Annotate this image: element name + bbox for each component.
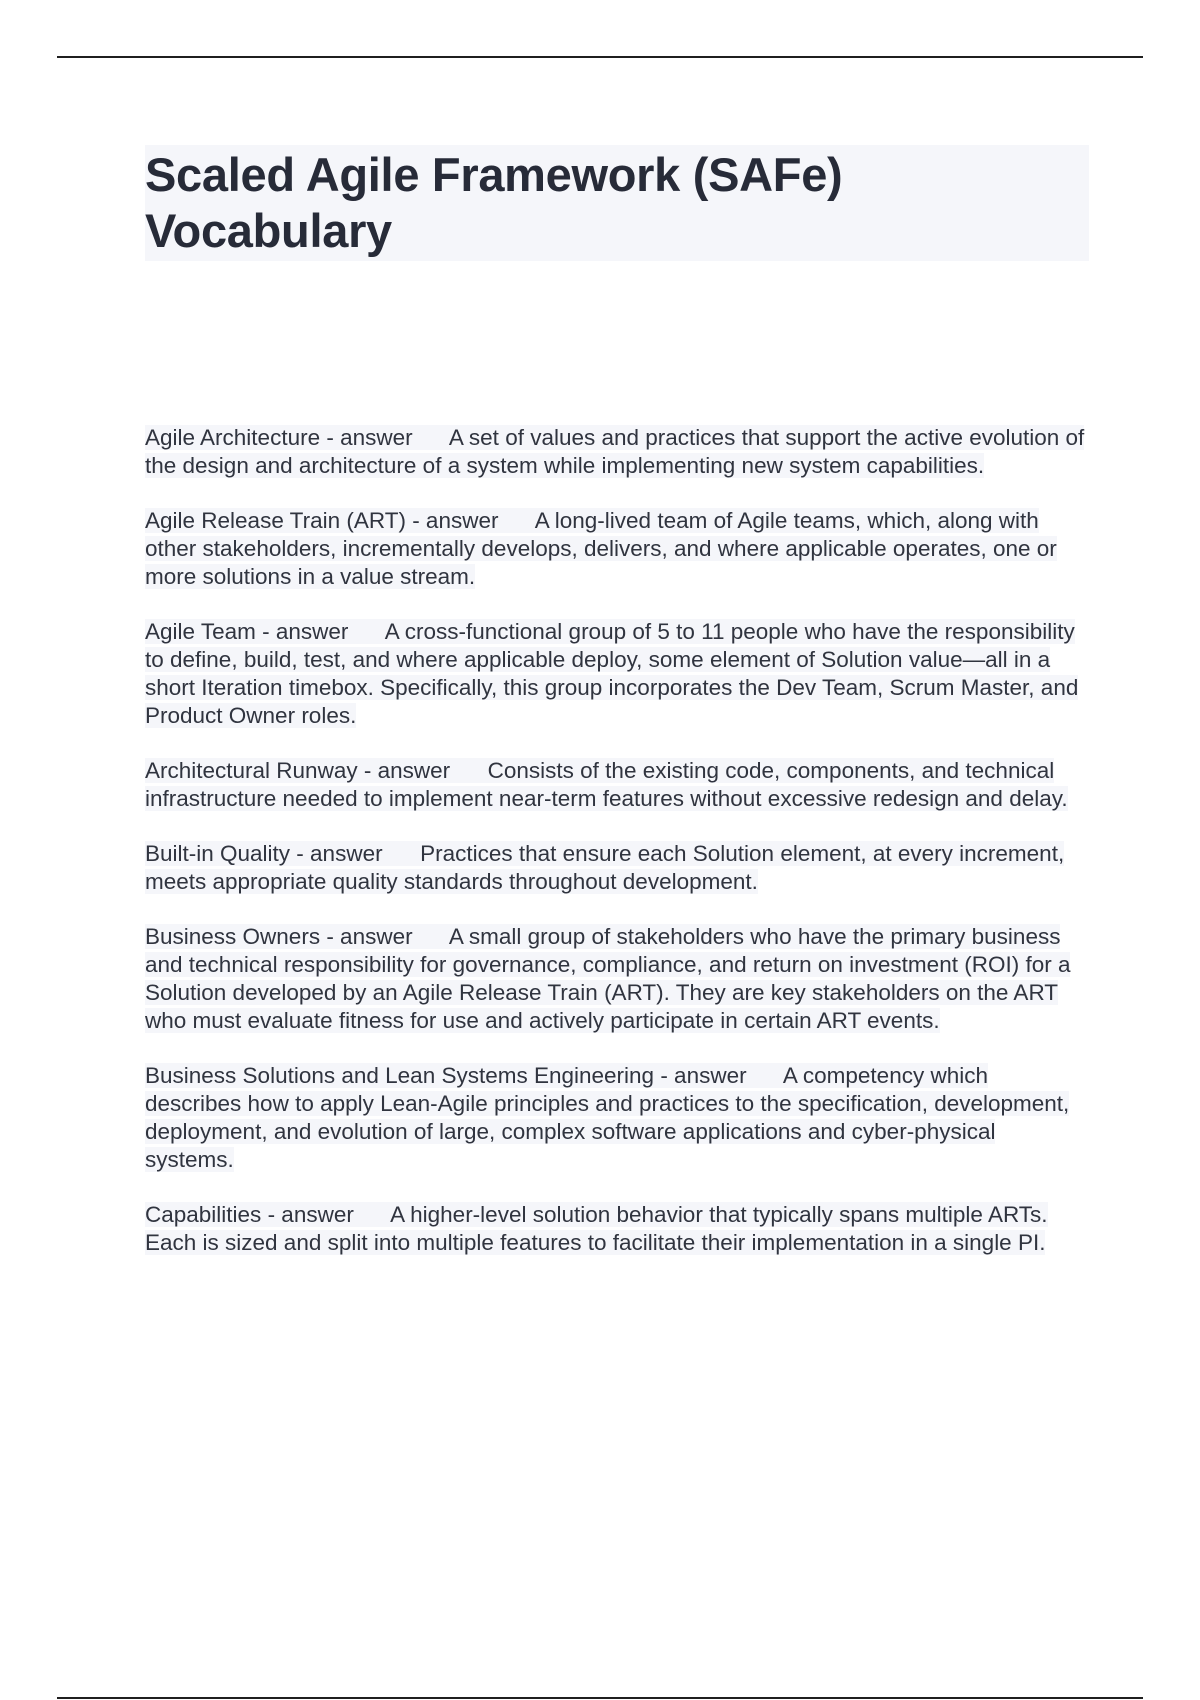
entry-term: Agile Architecture - answer [145,425,413,450]
vocabulary-entry [145,840,1089,896]
entry-definition: A cross-functional group of 5 to 11 people who have the responsibility to define, build, test, and where applicable deploy, some element of Solution value—all in a short Iteration timebox. Specifically, this group incorporates the Dev Team, Scrum Master, and Product Owner roles. [145,619,1079,728]
entry-definition: Consists of the existing code, components, and technical infrastructure needed to implement near-term features without excessive redesign and delay. [145,758,1068,811]
entry-term: Agile Team - answer [145,619,349,644]
entry-term: Architectural Runway - answer [145,758,451,783]
document-title: Scaled Agile Framework (SAFe) Vocabulary [145,148,843,257]
entry-term: Business Solutions and Lean Systems Engineering - answer [145,1063,747,1088]
entry-term: Capabilities - answer [145,1202,354,1227]
bottom-rule [57,1697,1143,1699]
entry-definition: A long-lived team of Agile teams, which, along with other stakeholders, incrementally develops, delivers, and where applicable operates, one or more solutions in a value stream. [145,508,1057,589]
entry-term: Agile Release Train (ART) - answer [145,508,499,533]
vocabulary-entry [145,1062,1089,1174]
vocabulary-entry [145,507,1089,591]
vocabulary-entry [145,424,1089,480]
vocabulary-entry [145,618,1089,730]
vocabulary-list [145,424,1089,1284]
top-rule [57,56,1143,58]
entry-definition: A set of values and practices that support the active evolution of the design and architecture of a system while implementing new system capabilities. [145,425,1085,478]
entry-definition: A competency which describes how to apply Lean-Agile principles and practices to the specification, development, deployment, and evolution of large, complex software applications and cyber-physical systems. [145,1063,1070,1172]
entry-term: Business Owners - answer [145,924,413,949]
vocabulary-entry [145,923,1089,1035]
entry-definition: A higher-level solution behavior that typically spans multiple ARTs. Each is sized and split into multiple features to facilitate their implementation in a single PI. [145,1202,1048,1255]
entry-definition: Practices that ensure each Solution element, at every increment, meets appropriate quality standards throughout development. [145,841,1065,894]
vocabulary-entry [145,1201,1089,1257]
title-block [145,145,1089,261]
entry-definition: A small group of stakeholders who have the primary business and technical responsibility for governance, compliance, and return on investment (ROI) for a Solution developed by an Agile Release Train (ART). They are key stakeholders on the ART who must evaluate fitness for use and actively participate in certain ART events. [145,924,1071,1033]
entry-term: Built-in Quality - answer [145,841,383,866]
vocabulary-entry [145,757,1089,813]
